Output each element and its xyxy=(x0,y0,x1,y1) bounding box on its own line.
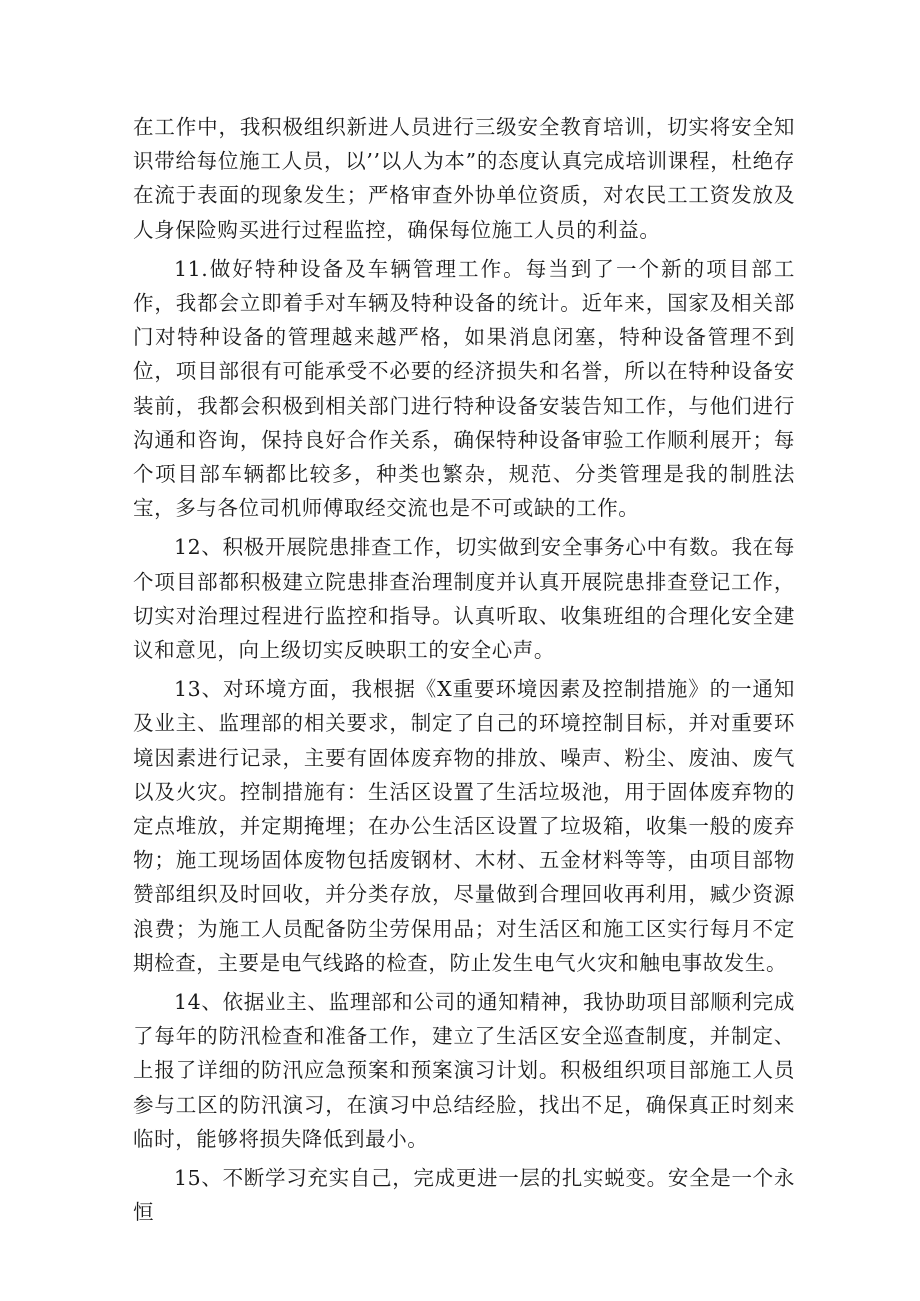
paragraph-1: 在工作中，我积极组织新进人员进行三级安全教育培训，切实将安全知识带给每位施工人员，以’’以人为本”的态度认真完成培训课程，杜绝存在流于表面的现象发生；严格审查外协单位资质，对农民工工资发放及人身保险购买进行过程监控，确保每位施工人员的利益。 xyxy=(133,115,795,242)
paragraph-5: 14、依据业主、监理部和公司的通知精神，我协助项目部顺利完成了每年的防汛检查和准备工作，建立了生活区安全巡查制度，并制定、上报了详细的防汛应急预案和预案演习计划。积极组织项目部施工人员参与工区的防汛演习，在演习中总结经脸，找出不足，确保真正时刻来临时，能够将损失降低到最小。 xyxy=(133,990,795,1151)
paragraph-6: 15、不断学习充实自己，完成更进一层的扎实蜕变。安全是一个永恒 xyxy=(133,1166,795,1225)
document-body xyxy=(133,110,795,1235)
paragraph-3: 12、积极开展院患排查工作，切实做到安全事务心中有数。我在每个项目部都积极建立院患排查治理制度并认真开展院患排查登记工作，切实对治理过程进行监控和指导。认真听取、收集班组的合理化安全建议和意见，向上级切实反映职工的安全心声。 xyxy=(133,535,795,663)
paragraph-4: 13、对环境方面，我根据《X重要环境因素及控制措施》的一通知及业主、监理部的相关要求，制定了自己的环境控制目标，并对重要环境因素进行记录，主要有固体废弃物的排放、噪声、粉尘、废油、废气以及火灾。控制措施有：生活区设置了生活垃圾池，用于固体废弃物的定点堆放，并定期掩埋；在办公生活区设置了垃圾箱，收集一般的废弃物；施工现场固体废物包括废钢材、木材、五金材料等等，由项目部物赞部组织及时回收，并分类存放，尽量做到合理回收再利用，臧少资源浪费；为施工人员配备防尘劳保用品；对生活区和施工区实行每月不定期检查，主要是电气线路的检查，防止发生电气火灾和触电事故发生。 xyxy=(133,677,795,975)
paragraph-2: 11.做好特种设备及车辆管理工作。每当到了一个新的项目部工作，我都会立即着手对车辆及特种设备的统计。近年来，国家及相关部门对特种设备的管理越来越严格，如果消息闭塞，特种设备管理不到位，项目部很有可能承受不必要的经济损失和名誉，所以在特种设备安装前，我都会积极到相关部门进行特种设备安装告知工作，与他们进行沟通和咨询，保持良好合作关系，确保特种设备审验工作顺利展开；每个项目部车辆都比较多，种类也繁杂，规范、分类管理是我的制胜法宝，多与各位司机师傅取经交流也是不可或缺的工作。 xyxy=(133,256,795,521)
